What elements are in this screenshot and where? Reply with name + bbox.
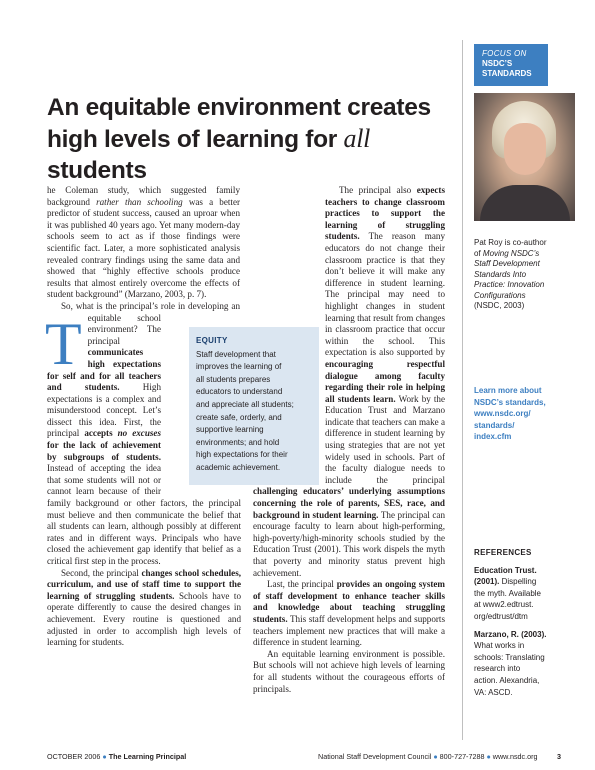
focus-label: FOCUS ON xyxy=(482,49,527,58)
equity-title: EQUITY xyxy=(196,336,228,345)
paragraph-1: T he Coleman study, which suggested family background rather than schooling was a better predictor of student success, caused an uproar when it was published 40 years ago. Yet many modern-day schools seem to act as if those findings were scientific fact. Later, a more sophisticated analysis revealed contrary findings using the same data and showed that “highly effective schools produce results that almost entirely overcome the effects of student background” (Marzano, 2003, p. 7). xyxy=(45,185,241,377)
bullet-icon: ● xyxy=(433,752,438,761)
reference-marzano: Marzano, R. (2003). What works in schools: Translating research into action. Alexandria, VA: ASCD. xyxy=(474,629,547,697)
bullet-icon: ● xyxy=(102,752,107,761)
equity-callout-box: EQUITY Staff development that improves the learning of all students prepares educators to understand and appreciate all students; create safe, orderly, and supportive learning environments; and hold high expectations for their academic achievement. xyxy=(189,327,319,485)
author-bio: Pat Roy is co-author of Moving NSDC’s Staff Development Standards Into Practice: Innovation Configurations (NSDC, 2003) xyxy=(474,238,547,310)
footer-right: National Staff Development Council ● 800-727-7288 ● www.nsdc.org xyxy=(318,752,538,761)
headline-line2-post: students xyxy=(47,157,147,184)
headline-line2-pre: high levels of learning for xyxy=(47,126,344,153)
references-heading: REFERENCES xyxy=(474,548,532,557)
paragraph-6: An equitable learning environment is possible. But schools will not achieve high levels of learning for all students without the courageous efforts of principals. xyxy=(253,648,445,694)
headline-line1: An equitable environment creates xyxy=(47,94,431,121)
bullet-icon: ● xyxy=(486,752,491,761)
author-photo xyxy=(474,93,575,221)
focus-standards: STANDARDS xyxy=(482,69,532,78)
reference-education-trust: Education Trust. (2001). Dispelling the myth. Available at www2.edtrust. org/edtrust/dtm xyxy=(474,565,542,621)
paragraph-3: Second, the principal changes school schedules, curriculum, and use of staff time to support the learning of struggling students. Schools have to operate differently to cause the desired changes in achievement. Every routine is questioned and adjusted in order to accomplish high levels of learning for students. xyxy=(47,567,242,648)
article-headline xyxy=(47,92,452,186)
learn-more-link[interactable]: Learn more about NSDC’s standards, www.nsdc.org/ standards/ index.cfm xyxy=(474,386,546,441)
focus-on-standards-banner xyxy=(474,44,548,86)
drop-cap: T xyxy=(45,311,82,377)
footer-left: OCTOBER 2006 ● The Learning Principal xyxy=(47,752,187,761)
page-number: 3 xyxy=(557,752,561,761)
references xyxy=(474,547,579,704)
headline-emphasis: all xyxy=(343,124,371,153)
paragraph-2: So, what is the principal’s role in developing an equitable school environment? The principal communicates high expectations for self and for all teachers and students. High expectations is a complex and misunderstood concept. Let’s dissect this idea. First, the principal accepts no excuses for the lack of achievement by subgroups of students. Instead of accepting the idea that some students will not or cannot learn because of their family background or other factors, the principal must believe and then communicate the belief that all students can learn, although possibly at different rates and in different ways. Principals who have closed the achievement gap identify that belief as a critical first step in the process. xyxy=(47,300,241,566)
sidebar-divider xyxy=(462,40,463,740)
paragraph-5: Last, the principal provides an ongoing system of staff development to enhance teacher skills and knowledge about teaching struggling students. This staff development helps and supports teachers implement new practices that will make a difference in student learning. xyxy=(253,579,446,648)
focus-nsdc: NSDC’S xyxy=(482,59,513,68)
paragraph-4: The principal also expects teachers to change classroom practices to support the learning of struggling students. The reason many educators do not change their classroom practice is that they don’t believe it will make any difference in student learning. The principal may need to highlight changes in student learning that result from changes in classroom practice that occur within the school. This expectation is also supported by encouraging respectful dialogue among faculty regarding their role in helping all students learn. Work by the Education Trust and Marzano indicate that teachers can make a difference in student learning by using strategies that are not yet widely used in schools. Part of the faculty dialogue needs to include the principal challenging educators’ underlying assumptions concerning the role of parents, SES, race, and background in student learning. The principal can encourage faculty to learn about high-performing, high-poverty/high-minority schools studied by the Education Trust (2001). This work dispels the myth that poverty and minority status prevent high achievement. xyxy=(253,185,446,578)
